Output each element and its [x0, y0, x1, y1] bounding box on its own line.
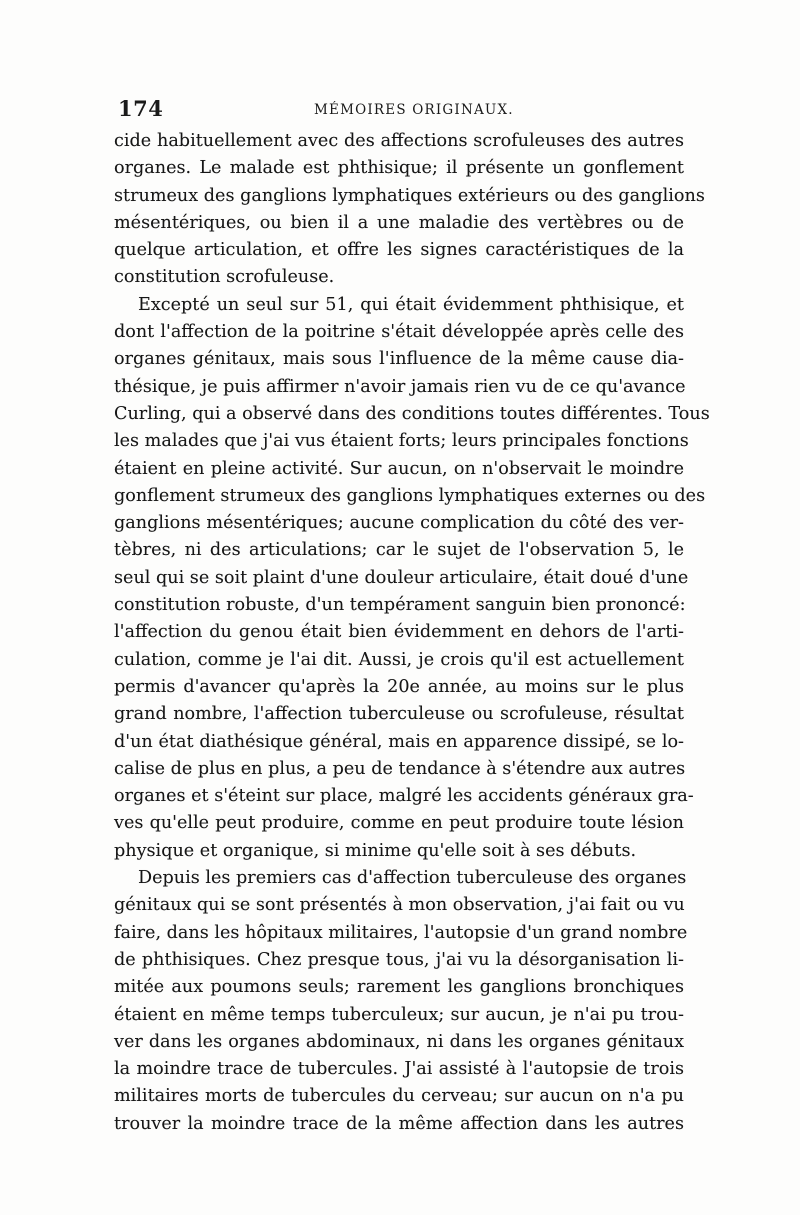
text-line: Excepté un seul sur 51, qui était évidemment phthisique, et — [138, 294, 684, 315]
page-header — [118, 96, 688, 122]
text-line: organes et s'éteint sur place, malgré les accidents généraux gra- — [114, 786, 694, 807]
text-line: gonflement strumeux des ganglions lymphatiques externes ou des — [114, 485, 706, 506]
text-line: strumeux des ganglions lymphatiques extérieurs ou des ganglions — [114, 185, 705, 206]
body-text — [114, 128, 710, 1138]
text-line: étaient en pleine activité. Sur aucun, on n'observait le moindre — [114, 458, 684, 479]
text-line: calise de plus en plus, a peu de tendance à s'étendre aux autres — [114, 758, 686, 779]
text-line: quelque articulation, et offre les signes caractéristiques de la — [114, 240, 684, 261]
text-line: culation, comme je l'ai dit. Aussi, je crois qu'il est actuellement — [114, 649, 684, 670]
text-line: de phthisiques. Chez presque tous, j'ai vu la désorganisation li- — [114, 949, 684, 970]
text-line: ves qu'elle peut produire, comme en peut produire toute lésion — [114, 813, 684, 834]
text-line: dont l'affection de la poitrine s'était développée après celle des — [114, 322, 684, 343]
text-line: Depuis les premiers cas d'affection tuberculeuse des organes — [138, 868, 687, 889]
text-line: l'affection du genou était bien évidemment en dehors de l'arti- — [114, 622, 684, 643]
text-line: la moindre trace de tubercules. J'ai assisté à l'autopsie de trois — [114, 1059, 684, 1080]
text-line: constitution scrofuleuse. — [114, 267, 335, 288]
text-line: les malades que j'ai vus étaient forts; leurs principales fonctions — [114, 431, 689, 452]
running-head: MÉMOIRES ORIGINAUX. — [314, 102, 514, 118]
text-line: grand nombre, l'affection tuberculeuse ou scrofuleuse, résultat — [114, 704, 684, 725]
text-line: organes génitaux, mais sous l'influence de la même cause dia- — [114, 349, 684, 370]
text-line: organes. Le malade est phthisique; il présente un gonflement — [114, 158, 684, 179]
text-line: d'un état diathésique général, mais en apparence dissipé, se lo- — [114, 731, 684, 752]
text-line: cide habituellement avec des affections scrofuleuses des autres — [114, 131, 684, 151]
text-line: constitution robuste, d'un tempérament sanguin bien prononcé: — [114, 595, 686, 616]
text-line: physique et organique, si minime qu'elle soit à ses débuts. — [114, 840, 637, 861]
text-line: Curling, qui a observé dans des conditions toutes différentes. Tous — [114, 403, 710, 424]
text-line: ganglions mésentériques; aucune complication du côté des ver- — [114, 513, 684, 534]
text-line: génitaux qui se sont présentés à mon observation, j'ai fait ou vu — [114, 895, 685, 916]
text-line: mitée aux poumons seuls; rarement les ganglions bronchiques — [114, 977, 684, 998]
text-line: seul qui se soit plaint d'une douleur articulaire, était doué d'une — [114, 567, 689, 588]
text-line: trouver la moindre trace de la même affection dans les autres — [114, 1113, 684, 1134]
text-line: permis d'avancer qu'après la 20e année, au moins sur le plus — [114, 676, 684, 697]
page-number: 174 — [118, 96, 164, 121]
text-line: tèbres, ni des articulations; car le sujet de l'observation 5, le — [114, 540, 684, 561]
text-line: thésique, je puis affirmer n'avoir jamais rien vu de ce qu'avance — [114, 376, 686, 397]
text-line: étaient en même temps tuberculeux; sur aucun, je n'ai pu trou- — [114, 1004, 684, 1025]
text-line: mésentériques, ou bien il a une maladie des vertèbres ou de — [114, 212, 684, 233]
text-line: militaires morts de tubercules du cerveau; sur aucun on n'a pu — [114, 1086, 684, 1107]
text-line: ver dans les organes abdominaux, ni dans les organes génitaux — [114, 1031, 684, 1052]
text-line: faire, dans les hôpitaux militaires, l'autopsie d'un grand nombre — [114, 922, 688, 943]
